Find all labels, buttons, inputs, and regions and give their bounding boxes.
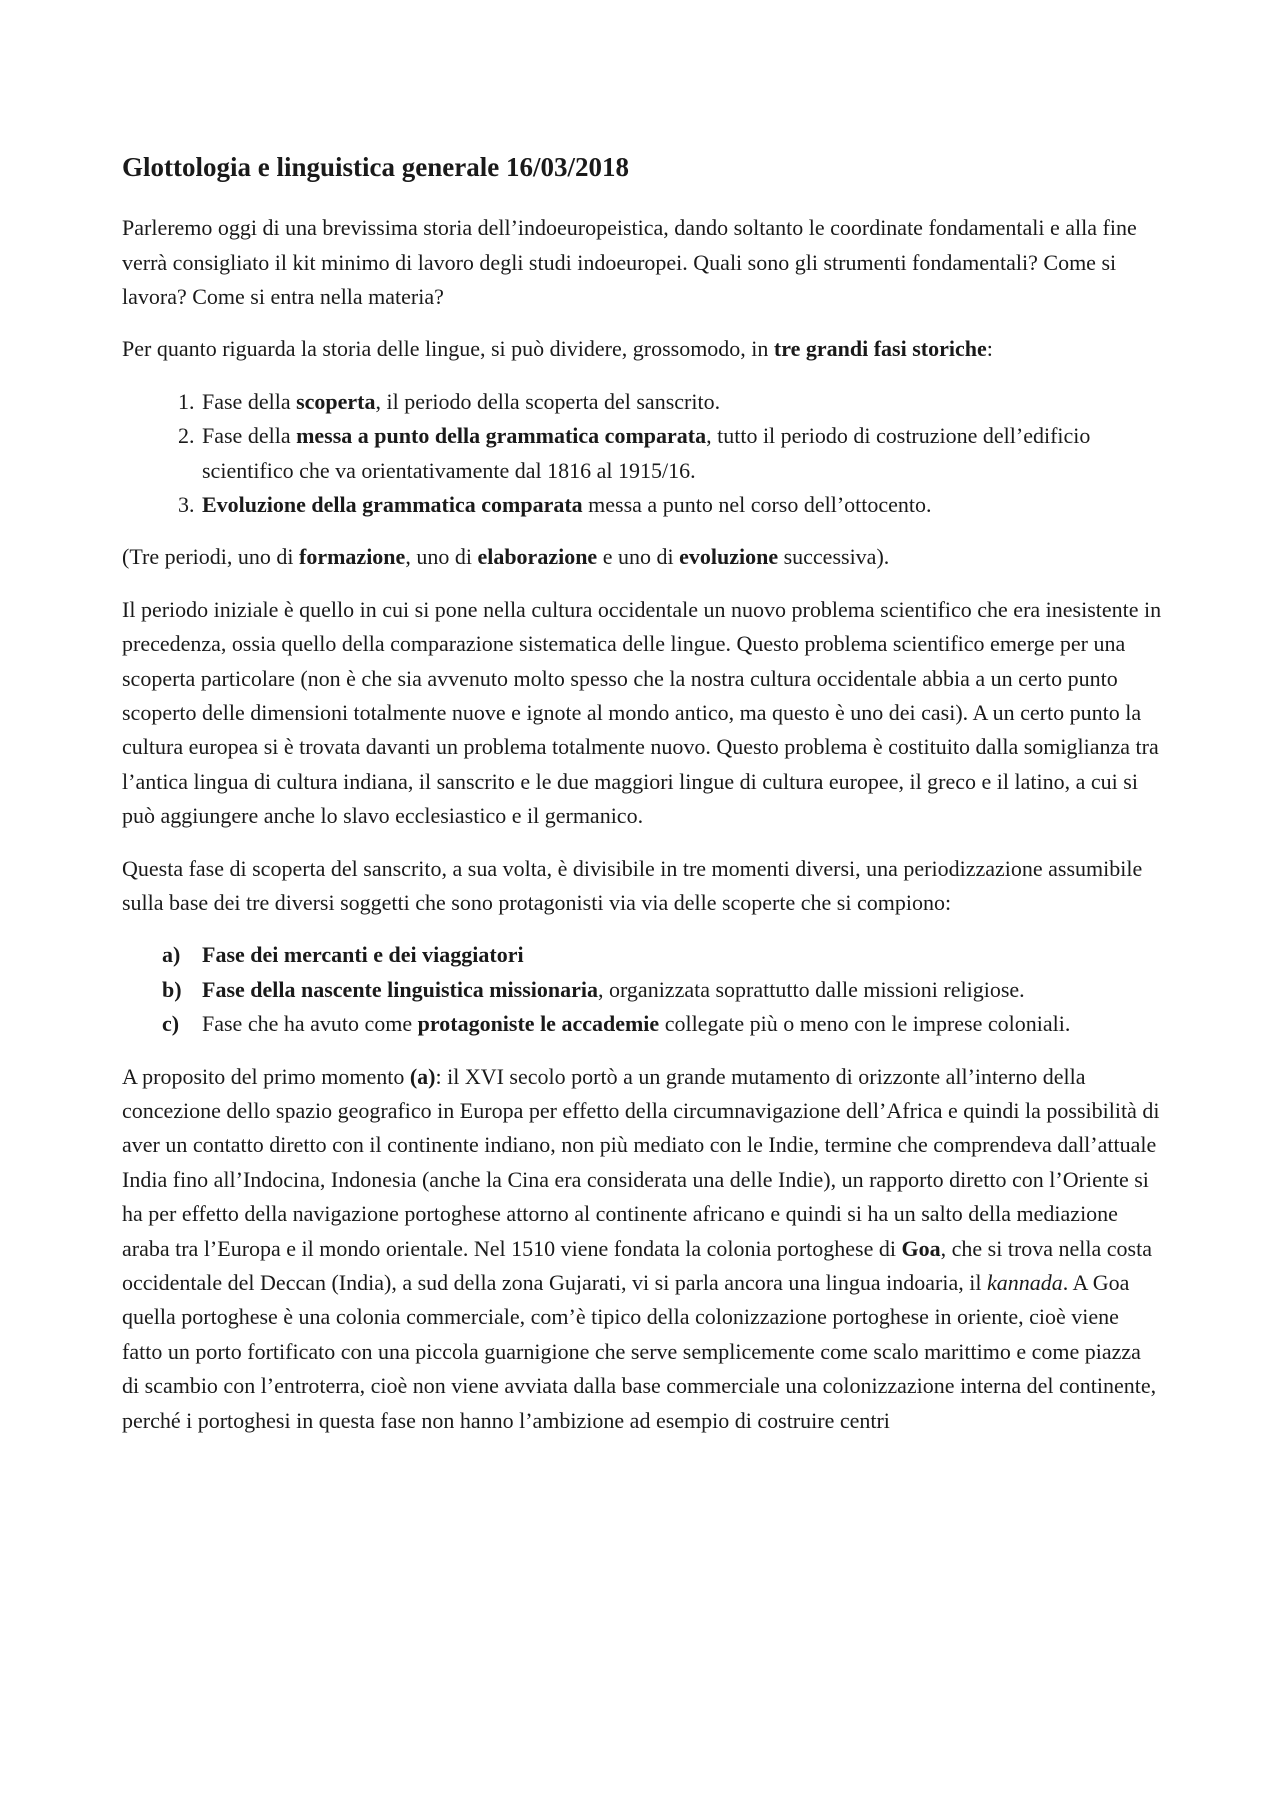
periods-paragraph xyxy=(122,540,1162,574)
list-item-emphasis: Evoluzione della grammatica comparata xyxy=(202,491,583,517)
list-item-text: collegate più o meno con le imprese coloniali. xyxy=(659,1011,1071,1037)
periods-text: , uno di xyxy=(405,544,478,570)
list-marker: b) xyxy=(162,976,182,1002)
first-moment-text: A proposito del primo momento xyxy=(122,1063,410,1089)
periods-text: e uno di xyxy=(597,544,680,570)
periods-text: (Tre periodi, uno di xyxy=(122,544,300,570)
list-item xyxy=(200,488,1162,522)
phases-list xyxy=(122,385,1162,523)
first-moment-emphasis: Goa xyxy=(901,1235,941,1261)
discovery-phase-paragraph: Questa fase di scoperta del sanscrito, a sua volta, è divisibile in tre momenti diversi, una periodizzazione assumibile sulla base dei tre diversi soggetti che sono protagonisti via via delle scoperte che si compiono: xyxy=(122,855,1143,915)
list-item xyxy=(162,1007,1162,1041)
list-item xyxy=(200,385,1162,419)
phases-intro-emphasis: tre grandi fasi storiche xyxy=(773,336,987,362)
list-item-emphasis: Fase della nascente linguistica missionaria xyxy=(202,976,598,1002)
page-title: Glottologia e linguistica generale 16/03/2018 xyxy=(122,152,629,182)
list-item xyxy=(200,419,1162,488)
list-item-text: Fase che ha avuto come xyxy=(202,1011,418,1037)
list-marker: c) xyxy=(162,1011,180,1037)
initial-period-paragraph: Il periodo iniziale è quello in cui si pone nella cultura occidentale un nuovo problema scientifico che era inesistente in precedenza, ossia quello della comparazione sistematica delle lingue. Questo problema scientifico emerge per una scoperta particolare (non è che sia avvenuto molto spesso che la nostra cultura occidentale abbia a un certo punto scoperto delle dimensioni totalmente nuove e ignote al mondo antico, ma questo è uno dei casi). A un certo punto la cultura europea si è trovata davanti un problema totalmente nuovo. Questo problema è costituito dalla somiglianza tra l’antica lingua di cultura indiana, il sanscrito e le due maggiori lingue di cultura europee, il greco e il latino, a cui si può aggiungere anche lo slavo ecclesiastico e il germanico. xyxy=(122,596,1162,829)
phases-intro-colon: : xyxy=(986,336,993,362)
list-item-emphasis: scoperta xyxy=(296,388,376,414)
list-item-text: messa a punto nel corso dell’ottocento. xyxy=(582,491,932,517)
first-moment-text: , che si trova nella costa occidentale del Deccan (India), a sud della zona Gujarati, vi si parla ancora una lingua indoaria, il xyxy=(122,1235,1152,1296)
list-item-emphasis: protagoniste le accademie xyxy=(417,1011,660,1037)
first-moment-paragraph xyxy=(122,1060,1162,1438)
phases-intro-paragraph xyxy=(122,332,1162,366)
list-item-emphasis: messa a punto della grammatica comparata xyxy=(296,423,707,449)
list-item-text: , tutto il periodo di costruzione dell’edificio scientifico che va orientativamente dal 1816 al 1915/16. xyxy=(202,423,1091,483)
periods-emphasis: elaborazione xyxy=(477,544,598,570)
list-marker: a) xyxy=(162,942,181,968)
first-moment-italic: kannada xyxy=(986,1270,1063,1296)
first-moment-emphasis: (a) xyxy=(409,1063,436,1089)
list-item-text: Fase della xyxy=(202,423,297,449)
intro-paragraph: Parleremo oggi di una brevissima storia dell’indoeuropeistica, dando soltanto le coordinate fondamentali e alla fine verrà consigliato il kit minimo di lavoro degli studi indoeuropei. Quali sono gli strumenti fondamentali? Come si lavora? Come si entra nella materia? xyxy=(122,215,1137,309)
list-item-text: , organizzata soprattutto dalle missioni religiose. xyxy=(598,976,1025,1002)
list-item xyxy=(162,973,1162,1007)
list-item-emphasis: Fase dei mercanti e dei viaggiatori xyxy=(202,942,524,968)
periods-emphasis: formazione xyxy=(299,544,406,570)
first-moment-text: : il XVI secolo portò a un grande mutamento di orizzonte all’interno della concezione dello spazio geografico in Europa per effetto della circumnavigazione dell’Africa e quindi la possibilità di aver un contatto diretto con il continente indiano, non più mediato con le Indie, termine che comprendeva dall’attuale India fino all’Indocina, Indonesia (anche la Cina era considerata una delle Indie), un rapporto diretto con l’Oriente si ha per effetto della navigazione portoghese attorno al continente africano e quindi si ha un salto della mediazione araba tra l’Europa e il mondo orientale. Nel 1510 viene fondata la colonia portoghese di xyxy=(122,1063,1160,1261)
phases-intro-text: Per quanto riguarda la storia delle lingue, si può dividere, grossomodo, in xyxy=(122,336,774,362)
moments-list xyxy=(122,938,1162,1041)
periods-text: successiva). xyxy=(778,544,890,570)
document-page xyxy=(122,150,1162,1456)
periods-emphasis: evoluzione xyxy=(679,544,779,570)
first-moment-text: . A Goa quella portoghese è una colonia commerciale, com’è tipico della colonizzazione portoghese in oriente, cioè viene fatto un porto fortificato con una piccola guarnigione che serve semplicemente come scalo marittimo e come piazza di scambio con l’entroterra, cioè non viene avviata dalla base commerciale una colonizzazione interna del continente, perché i portoghesi in questa fase non hanno l’ambizione ad esempio di costruire centri xyxy=(122,1270,1157,1433)
list-item-text: , il periodo della scoperta del sanscrito. xyxy=(375,388,721,414)
list-item-text: Fase della xyxy=(202,388,297,414)
list-item xyxy=(162,938,1162,972)
